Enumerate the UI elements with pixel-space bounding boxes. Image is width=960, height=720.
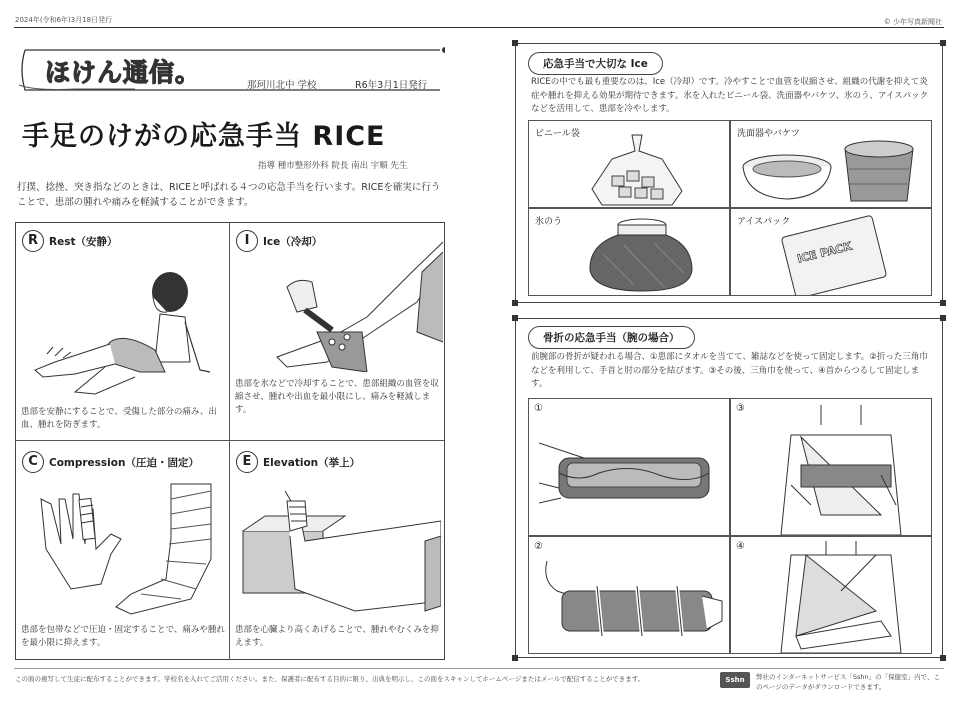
rest-panel [15, 222, 229, 440]
ice-illustration [237, 222, 443, 372]
elevation-heading [236, 451, 360, 473]
fracture-section-title: 骨折の応急手当（腕の場合） [528, 326, 695, 349]
fracture-section-text: 前腕部の骨折が疑われる場合、①患部にタオルを当てて、雑誌などを使って固定します。②折った三角巾などを利用して、手首と肘の部分を結びます。③その後、三角巾を使って、④首からつるして固定します。 [531, 352, 928, 389]
compression-panel [15, 441, 229, 660]
corner-mark [940, 40, 946, 46]
step-1-illustration [539, 413, 725, 533]
elevation-panel [229, 441, 445, 660]
corner-mark [512, 315, 518, 321]
corner-mark [512, 300, 518, 306]
newsletter-title: ほけん通信。 [45, 58, 202, 87]
school-name: 那珂川北中 学校 [247, 80, 317, 91]
ice-section-title: 応急手当で大切な Ice [528, 52, 663, 75]
ice-pack-illustration [781, 215, 888, 296]
step-3-illustration [771, 405, 911, 535]
sshn-logo-text: Sshn [725, 676, 745, 684]
step-4-number: ④ [736, 541, 745, 552]
basin-bucket-cell [730, 120, 932, 208]
corner-mark [940, 300, 946, 306]
corner-mark [512, 655, 518, 661]
plastic-bag-cell [528, 120, 730, 208]
ice-bag-label: 氷のう [535, 217, 563, 227]
compression-caption: 患部を包帯などで圧迫・固定することで、痛みや腫れを最小限に抑えます。 [21, 625, 225, 648]
headline: 手足のけがの応急手当 RICE [22, 121, 386, 152]
rest-heading [22, 230, 117, 252]
step-2-illustration [537, 551, 727, 651]
ice-caption: 患部を氷などで冷却することで、患部組織の血管を収縮させ、腫れや出血を最小限にし、痛みを軽減します。 [235, 379, 439, 415]
step-3-cell [730, 398, 932, 536]
ice-pack-text: ICE PACK [795, 239, 854, 266]
ice-section-text: RICEの中でも最も重要なのは、Ice（冷却）です。冷やすことで血管を収縮させ、組織の代謝を抑えて炎症や腫れを抑える効果が期待できます。氷を入れたビニール袋、洗面器やバケツ、氷のう、アイスパックなどを活用して、患部を冷やします。 [531, 77, 929, 114]
plastic-bag-label: ビニール袋 [535, 129, 580, 139]
rest-illustration [25, 252, 225, 402]
corner-mark [940, 655, 946, 661]
step-4-cell [730, 536, 932, 654]
step-4-illustration [771, 541, 911, 653]
elevation-letter: E [236, 451, 258, 473]
ice-letter: I [236, 230, 258, 252]
intro-text: 打撲、捻挫、突き指などのときは、RICEと呼ばれる４つの応急手当を行います。RICEを確実に行うことで、患部の腫れや痛みを軽減することができます。 [17, 182, 441, 208]
step-3-number: ③ [736, 403, 745, 414]
ice-label: Ice（冷却） [263, 235, 323, 248]
service-note: 弊社のインターネットサービス「Sshn」の「保健室」内で、このページのデータがダウンロードできます。 [756, 673, 941, 691]
rest-letter: R [22, 230, 44, 252]
ice-pack-label: アイスパック [737, 217, 791, 227]
corner-mark [940, 315, 946, 321]
basin-bucket-label: 洗面器やバケツ [737, 129, 800, 139]
compression-heading [22, 451, 199, 473]
bottom-rule [14, 668, 944, 669]
compression-illustration [21, 479, 225, 619]
plastic-bag-illustration [587, 131, 687, 207]
compression-label: Compression（圧迫・固定） [49, 456, 199, 469]
elevation-caption: 患部を心臓より高くあげることで、腫れやむくみを抑えます。 [235, 625, 439, 648]
step-1-cell [528, 398, 730, 536]
newsletter-banner [15, 45, 445, 95]
issue-date: 2024年(令和6年)3月18日発行 [15, 16, 113, 24]
elevation-label: Elevation（挙上） [263, 456, 361, 469]
corner-mark [512, 40, 518, 46]
ice-bag-cell [528, 208, 730, 296]
supervisor-credit: 指導 種市整形外科 院長 南出 宇順 先生 [258, 161, 408, 171]
rest-caption: 患部を安静にすることで、受傷した部分の痛み、出血、腫れを防ぎます。 [21, 407, 217, 430]
ice-bag-illustration [584, 215, 694, 295]
step-2-cell [528, 536, 730, 654]
top-rule [14, 27, 944, 28]
compression-letter: C [22, 451, 44, 473]
footer-note: この面の複写して生徒に配布することができます。学校名を入れてご活用ください。また、保護者に配布する目的に限り、出典を明示し、この面をスキャンしてホームページまたはメールで配信することができます。 [15, 675, 645, 683]
ice-pack-cell [730, 208, 932, 296]
publisher-credit: © 少年写真新聞社 [883, 18, 942, 26]
step-2-number: ② [534, 541, 543, 552]
ice-panel [229, 222, 445, 440]
issue-number: R6年3月1日発行 [355, 80, 428, 91]
elevation-illustration [235, 481, 441, 621]
rest-label: Rest（安静） [49, 235, 118, 248]
step-1-number: ① [534, 403, 543, 414]
basin-bucket-illustration [737, 139, 929, 208]
sshn-logo [720, 672, 750, 688]
